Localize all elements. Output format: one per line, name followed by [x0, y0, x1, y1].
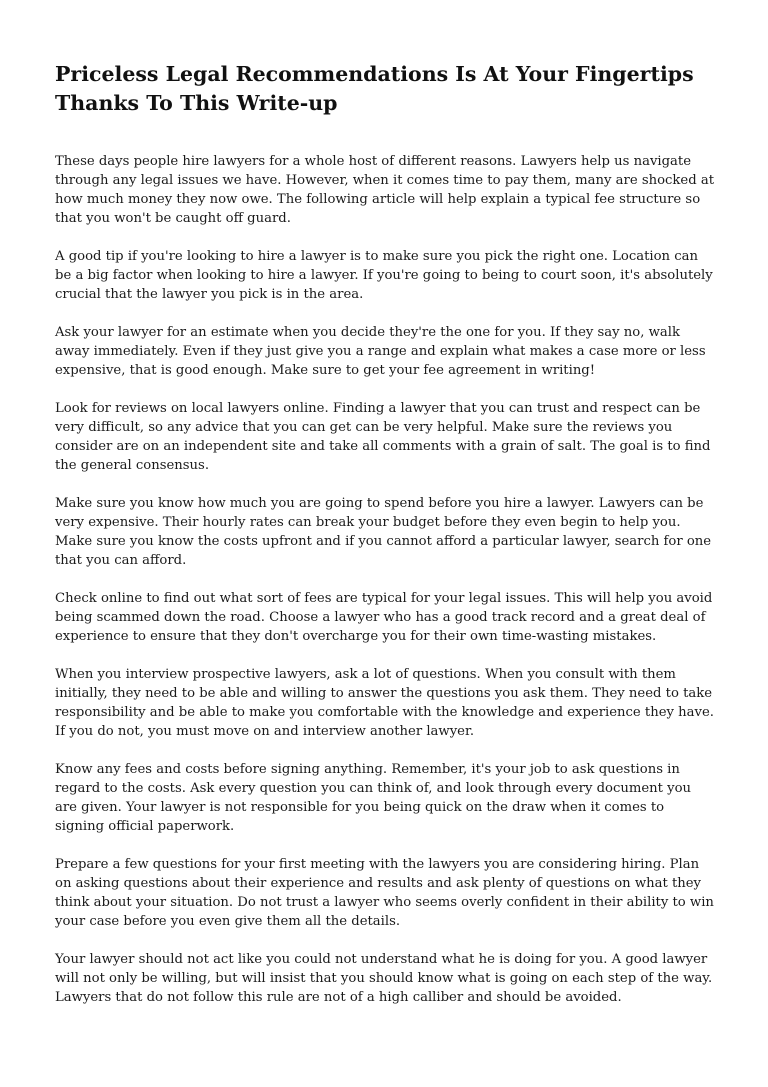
- paragraph: Your lawyer should not act like you could not understand what he is doing for you. A good lawyer will not only be willing, but will insist that you should know what is going on each step of the way. Lawyers that do not follow this rule are not of a high calliber and should be avoided.: [55, 952, 713, 1005]
- paragraph: Prepare a few questions for your first meeting with the lawyers you are considering hiring. Plan on asking questions about their experience and results and ask plenty of questions on what they think about your situation. Do not trust a lawyer who seems overly confident in their ability to win your case before you even give them all the details.: [55, 857, 714, 929]
- paragraph: Make sure you know how much you are going to spend before you hire a lawyer. Lawyers can be very expensive. Their hourly rates can break your budget before they even begin to help you. Make sure you know the costs upfront and if you cannot afford a particular lawyer, search for one that you can afford.: [55, 496, 712, 568]
- paragraph: Know any fees and costs before signing anything. Remember, it's your job to ask questions in regard to the costs. Ask every question you can think of, and look through every document you are given. Your lawyer is not responsible for you being quick on the draw when it comes to signing official paperwork.: [55, 762, 692, 834]
- paragraph: When you interview prospective lawyers, ask a lot of questions. When you consult with them initially, they need to be able and willing to answer the questions you ask them. They need to take responsibility and be able to make you comfortable with the knowledge and experience they have. If you do not, you must move on and interview another lawyer.: [55, 667, 714, 739]
- paragraph: Check online to find out what sort of fees are typical for your legal issues. This will help you avoid being scammed down the road. Choose a lawyer who has a good track record and a great deal of experience to ensure that they don't overcharge you for their own time-wasting mistakes.: [55, 591, 713, 644]
- paragraph: A good tip if you're looking to hire a lawyer is to make sure you pick the right one. Location can be a big factor when looking to hire a lawyer. If you're going to being to court soon, it's absolutely crucial that the lawyer you pick is in the area.: [55, 249, 713, 302]
- paragraph: Ask your lawyer for an estimate when you decide they're the one for you. If they say no, walk away immediately. Even if they just give you a range and explain what makes a case more or less expensive, that is good enough. Make sure to get your fee agreement in writing!: [55, 325, 706, 378]
- paragraph: These days people hire lawyers for a whole host of different reasons. Lawyers help us navigate through any legal issues we have. However, when it comes time to pay them, many are shocked at how much money they now owe. The following article will help explain a typical fee structure so that you won't be caught off guard.: [55, 154, 715, 226]
- document-page: [55, 60, 715, 1026]
- document-title: Priceless Legal Recommendations Is At Your Fingertips Thanks To This Write-up: [55, 62, 694, 115]
- paragraph: Look for reviews on local lawyers online. Finding a lawyer that you can trust and respect can be very difficult, so any advice that you can get can be very helpful. Make sure the reviews you consider are on an independent site and take all comments with a grain of salt. The goal is to find the general consensus.: [55, 401, 711, 473]
